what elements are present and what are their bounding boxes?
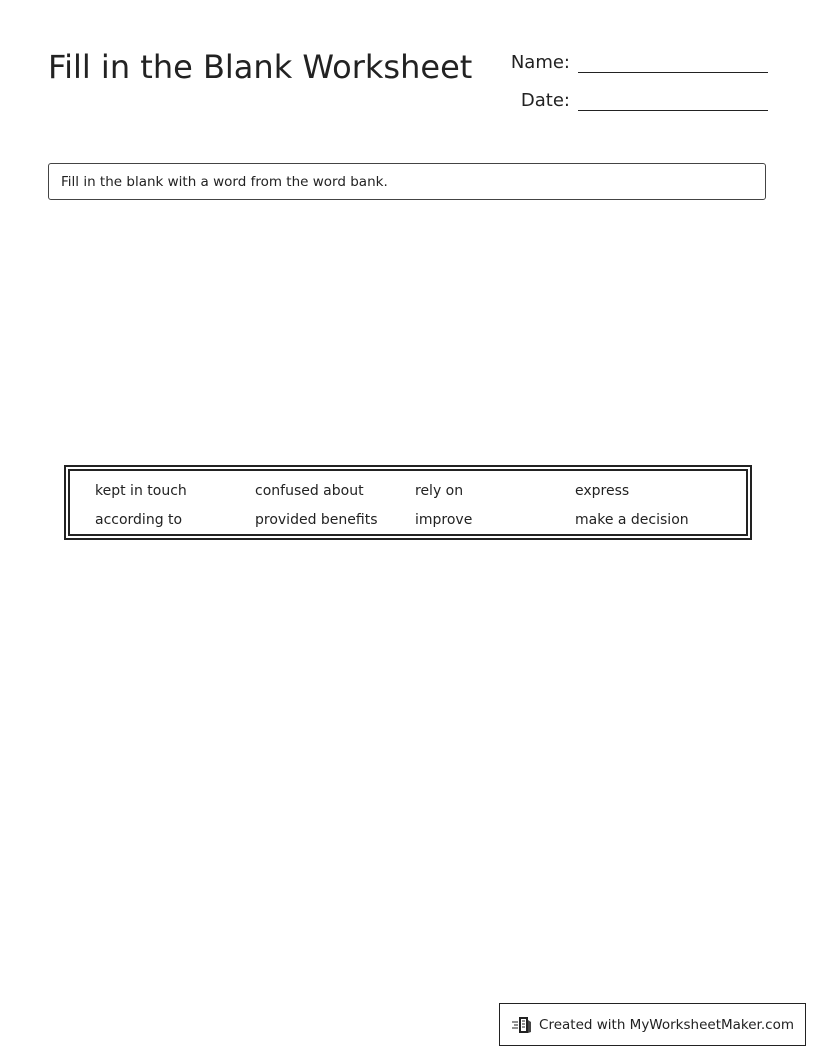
date-field <box>500 90 768 112</box>
instructions-text: Fill in the blank with a word from the word bank. <box>61 173 388 190</box>
word-bank-inner-border <box>68 469 748 536</box>
instructions-box <box>48 163 766 200</box>
footer-badge[interactable] <box>499 1003 806 1046</box>
word-bank-item: confused about <box>255 483 364 499</box>
name-label: Name: <box>510 52 570 73</box>
word-bank-item: express <box>575 483 630 499</box>
date-label: Date: <box>520 90 570 111</box>
word-bank-grid <box>95 483 735 541</box>
name-field <box>500 52 768 74</box>
name-line <box>578 72 768 73</box>
word-bank-item: according to <box>95 512 183 528</box>
word-bank-item: provided benefits <box>255 512 378 528</box>
word-bank-item: improve <box>415 512 473 528</box>
word-bank <box>64 465 752 540</box>
footer-text: Created with MyWorksheetMaker.com <box>539 1016 794 1033</box>
date-line <box>578 110 768 111</box>
word-bank-item: kept in touch <box>95 483 187 499</box>
worksheet-maker-logo-icon <box>511 1014 533 1036</box>
word-bank-item: make a decision <box>575 512 689 528</box>
word-bank-item: rely on <box>415 483 464 499</box>
page-title: Fill in the Blank Worksheet <box>48 48 473 86</box>
